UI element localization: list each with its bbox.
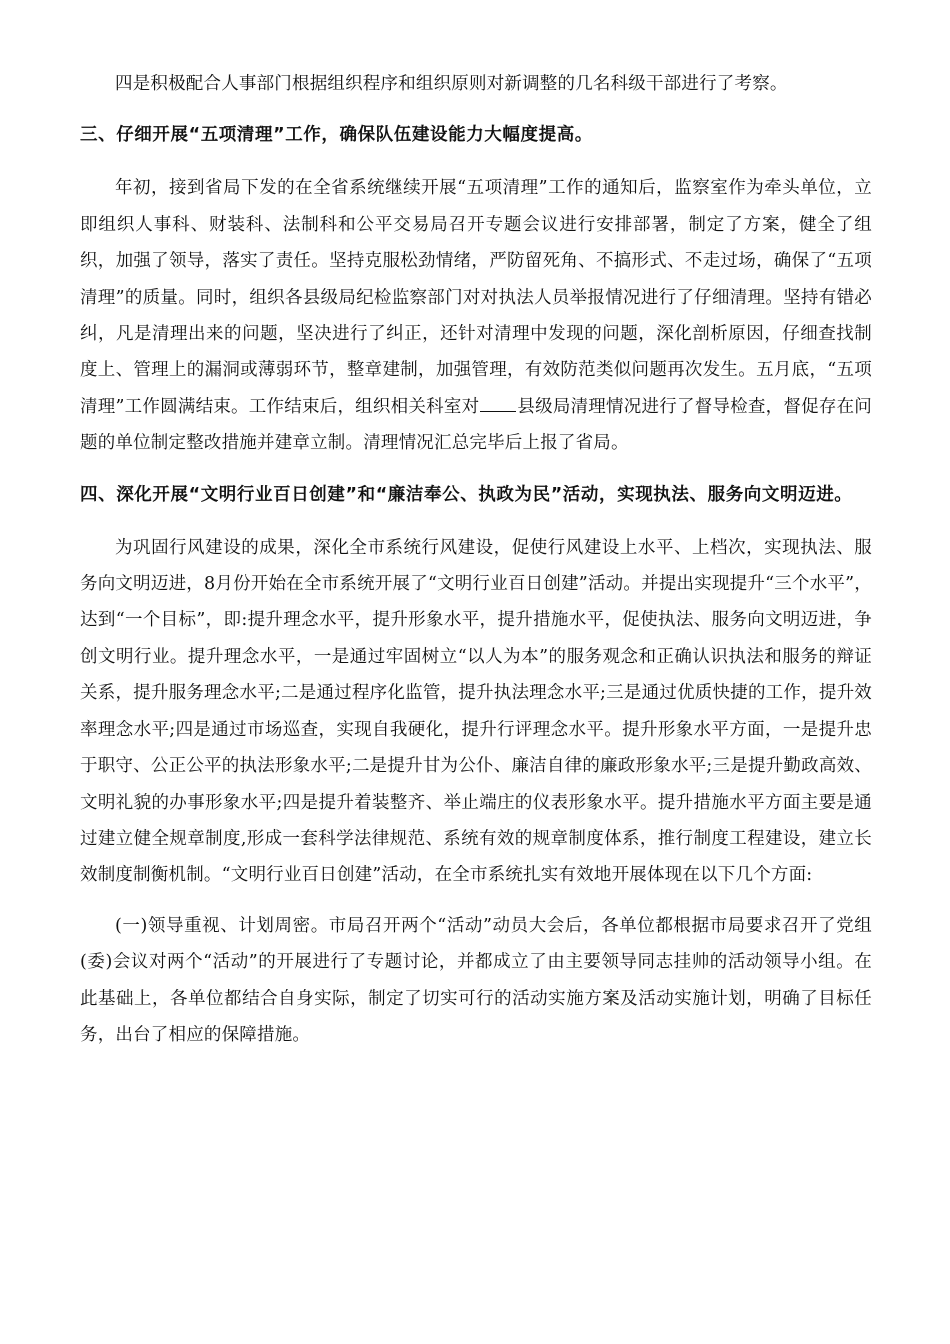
blank-underline: [480, 397, 516, 412]
document-page: [80, 66, 872, 1053]
paragraph-five-cleanups: [80, 170, 872, 461]
paragraph-five-cleanups-text-a: 年初，接到省局下发的在全省系统继续开展“五项清理”工作的通知后，监察室作为牵头单位，立即组织人事科、财装科、法制科和公平交易局召开专题会议进行安排部署，制定了方案，健全了组织，加强了领导，落实了责任。坚持克服松劲情绪，严防留死角、不搞形式、不走过场，确保了“五项清理”的质量。同时，组织各县级局纪检监察部门对对执法人员举报情况进行了仔细清理。坚持有错必纠，凡是清理出来的问题，坚决进行了纠正，还针对清理中发现的问题，深化剖析原因，仔细查找制度上、管理上的漏洞或薄弱环节，整章建制，加强管理，有效防范类似问题再次发生。五月底，“五项清理”工作圆满结束。工作结束后，组织相关科室对: [80, 178, 872, 417]
paragraph-item-four-cadre-review: 四是积极配合人事部门根据组织程序和组织原则对新调整的几名科级干部进行了考察。: [115, 74, 788, 94]
section-heading-four: 四、深化开展“文明行业百日创建”和“廉洁奉公、执政为民”活动，实现执法、服务向文明迈进。: [80, 484, 853, 505]
paragraph-leadership-planning: (一)领导重视、计划周密。市局召开两个“活动”动员大会后，各单位都根据市局要求召开了党组(委)会议对两个“活动”的开展进行了专题讨论，并都成立了由主要领导同志挂帅的活动领导小组。在此基础上，各单位都结合自身实际，制定了切实可行的活动实施方案及活动实施计划，明确了目标任务，出台了相应的保障措施。: [80, 915, 872, 1045]
section-heading-three: 三、仔细开展“五项清理”工作，确保队伍建设能力大幅度提高。: [80, 125, 593, 146]
paragraph-five-cleanups-text-b: 县级局清理情况进行了督导检查，督促存在问题的单位制定整改措施并建章立制。清理情况汇总完毕后上报了省局。: [80, 396, 873, 454]
paragraph-civilization-campaign: 为巩固行风建设的成果，深化全市系统行风建设，促使行风建设上水平、上档次，实现执法、服务向文明迈进，8月份开始在全市系统开展了“文明行业百日创建”活动。并提出实现提升“三个水平”，达到“一个目标”，即:提升理念水平，提升形象水平，提升措施水平，促使执法、服务向文明迈进，争创文明行业。提升理念水平，一是通过牢固树立“以人为本”的服务观念和正确认识执法和服务的辩证关系，提升服务理念水平;二是通过程序化监管，提升执法理念水平;三是通过优质快捷的工作，提升效率理念水平;四是通过市场巡查，实现自我硬化，提升行评理念水平。提升形象水平方面，一是提升忠于职守、公正公平的执法形象水平;二是提升甘为公仆、廉洁自律的廉政形象水平;三是提升勤政高效、文明礼貌的办事形象水平;四是提升着装整齐、举止端庄的仪表形象水平。提升措施水平方面主要是通过建立健全规章制度,形成一套科学法律规范、系统有效的规章制度体系，推行制度工程建设，建立长效制度制衡机制。“文明行业百日创建”活动，在全市系统扎实有效地开展体现在以下几个方面:: [80, 537, 872, 886]
